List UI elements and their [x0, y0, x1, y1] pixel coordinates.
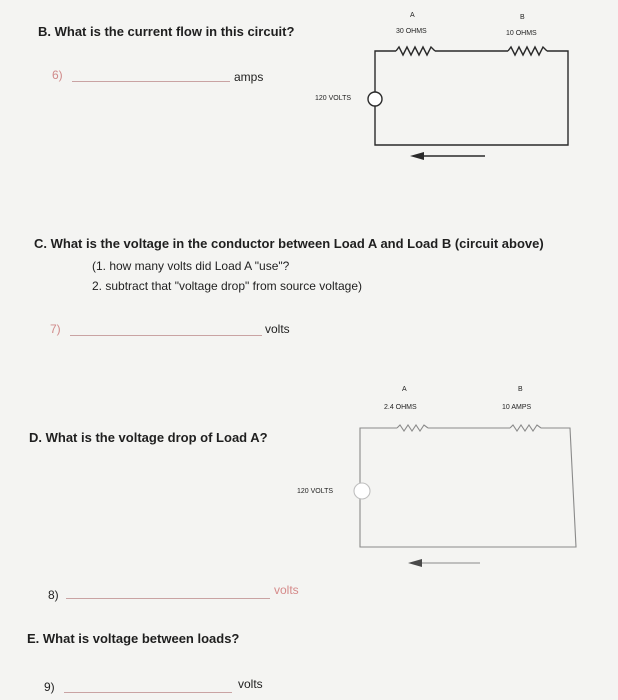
question-c-hint-2: 2. subtract that "voltage drop" from source voltage) — [92, 279, 362, 293]
resistor-b2-zigzag — [510, 425, 541, 431]
question-c-hint-1: (1. how many volts did Load A "use"? — [92, 259, 290, 273]
question-c: C. What is the voltage in the conductor between Load A and Load B (circuit above) — [34, 236, 544, 251]
unit-amps: amps — [234, 70, 264, 84]
circuit2-source-label: 120 VOLTS — [297, 488, 334, 495]
circuit2-wire-right — [360, 428, 576, 547]
answer-number-6: 6) — [52, 68, 63, 82]
question-d: D. What is the voltage drop of Load A? — [29, 430, 268, 445]
circuit2-load-b-value: 10 AMPS — [502, 404, 532, 411]
unit-volts-9: volts — [238, 677, 263, 691]
answer-line-8[interactable] — [66, 598, 270, 599]
resistor-a2-zigzag — [397, 425, 428, 431]
answer-number-9: 9) — [44, 680, 55, 694]
current-arrow-2-icon — [408, 559, 422, 567]
battery-2-icon — [354, 483, 370, 499]
unit-volts-8: volts — [274, 583, 299, 597]
circuit1-load-b-value: 10 OHMS — [506, 30, 537, 37]
circuit1-load-a-label: A — [410, 12, 415, 19]
answer-line-9[interactable] — [64, 692, 232, 693]
circuit1-load-b-label: B — [520, 14, 525, 21]
circuit1-source-label: 120 VOLTS — [315, 95, 352, 102]
circuit2-load-a-label: A — [402, 386, 407, 393]
question-e: E. What is voltage between loads? — [27, 631, 240, 646]
circuit2-load-b-label: B — [518, 386, 523, 393]
circuit2-wire-top — [360, 428, 397, 483]
question-b: B. What is the current flow in this circuit? — [38, 24, 295, 39]
circuit2-load-a-value: 2.4 OHMS — [384, 404, 417, 411]
answer-number-8: 8) — [48, 588, 59, 602]
circuit1-load-a-value: 30 OHMS — [396, 28, 427, 35]
answer-number-7: 7) — [50, 322, 61, 336]
unit-volts-7: volts — [265, 322, 290, 336]
